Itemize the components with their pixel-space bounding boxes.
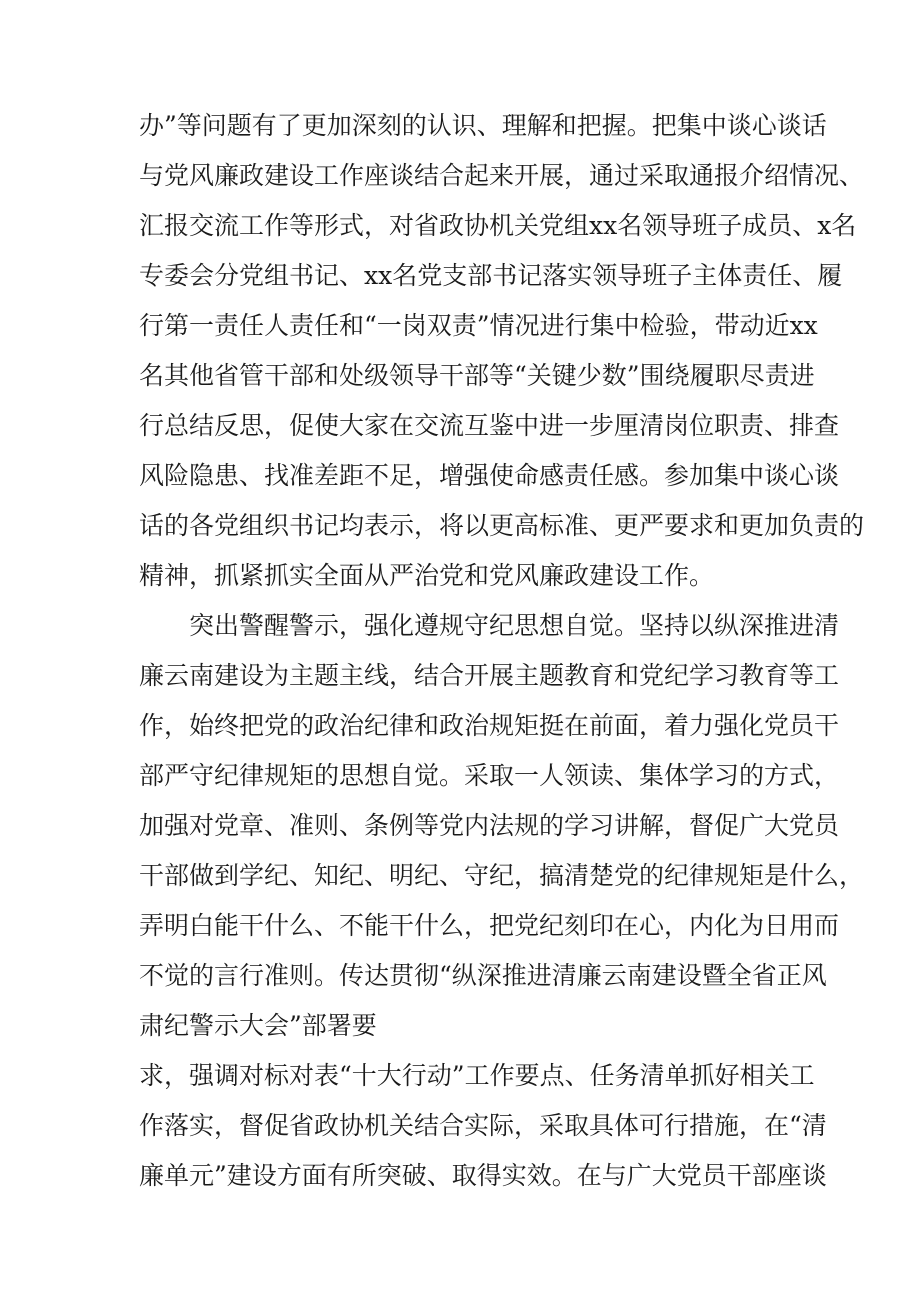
paragraph-2-line-4: 部严守纪律规矩的思想自觉。采取一人领读、集体学习的方式，	[139, 761, 840, 790]
paragraph-1-line-5: 行第一责任人责任和“一岗双责”情况进行集中检验，带动近xx	[139, 311, 818, 340]
paragraph-1-line-1: 办”等问题有了更加深刻的认识、理解和把握。把集中谈心谈话	[139, 111, 827, 140]
paragraph-1-line-8: 风险隐患、找准差距不足，增强使命感责任感。参加集中谈心谈	[139, 461, 840, 490]
paragraph-2-line-5: 加强对党章、准则、条例等党内法规的学习讲解，督促广大党员	[139, 811, 840, 840]
paragraph-2-line-2: 廉云南建设为主题主线，结合开展主题教育和党纪学习教育等工	[139, 661, 840, 690]
paragraph-1-line-3: 汇报交流工作等形式，对省政协机关党组xx名领导班子成员、x名	[139, 211, 857, 240]
paragraph-2-line-8: 不觉的言行准则。传达贯彻“纵深推进清廉云南建设暨全省正风	[139, 961, 827, 990]
paragraph-1-line-7: 行总结反思，促使大家在交流互鉴中进一步厘清岗位职责、排查	[139, 411, 840, 440]
paragraph-1-line-9: 话的各党组织书记均表示，将以更高标准、更严要求和更加负责的	[139, 511, 865, 540]
paragraph-2-line-9: 肃纪警示大会”部署要	[139, 1011, 377, 1040]
paragraph-1-line-10: 精神，抓紧抓实全面从严治党和党风廉政建设工作。	[139, 561, 715, 590]
paragraph-2-line-3: 作，始终把党的政治纪律和政治规矩挺在前面，着力强化党员干	[139, 711, 840, 740]
paragraph-1-line-4: 专委会分党组书记、xx名党支部书记落实领导班子主体责任、履	[139, 261, 843, 290]
paragraph-2-line-12: 廉单元”建设方面有所突破、取得实效。在与广大党员干部座谈	[139, 1161, 827, 1190]
paragraph-2-line-7: 弄明白能干什么、不能干什么，把党纪刻印在心，内化为日用而	[139, 911, 840, 940]
paragraph-2-line-11: 作落实，督促省政协机关结合实际，采取具体可行措施，在“清	[139, 1111, 827, 1140]
paragraph-1-line-2: 与党风廉政建设工作座谈结合起来开展，通过采取通报介绍情况、	[139, 161, 865, 190]
paragraph-2-line-6: 干部做到学纪、知纪、明纪、守纪，搞清楚党的纪律规矩是什么，	[139, 861, 865, 890]
paragraph-2-line-10: 求，强调对标对表“十大行动”工作要点、任务清单抓好相关工	[139, 1061, 815, 1090]
paragraph-2-line-1: 突出警醒警示，强化遵规守纪思想自觉。坚持以纵深推进清	[189, 611, 840, 640]
paragraph-1-line-6: 名其他省管干部和处级领导干部等“关键少数”围绕履职尽责进	[139, 361, 815, 390]
